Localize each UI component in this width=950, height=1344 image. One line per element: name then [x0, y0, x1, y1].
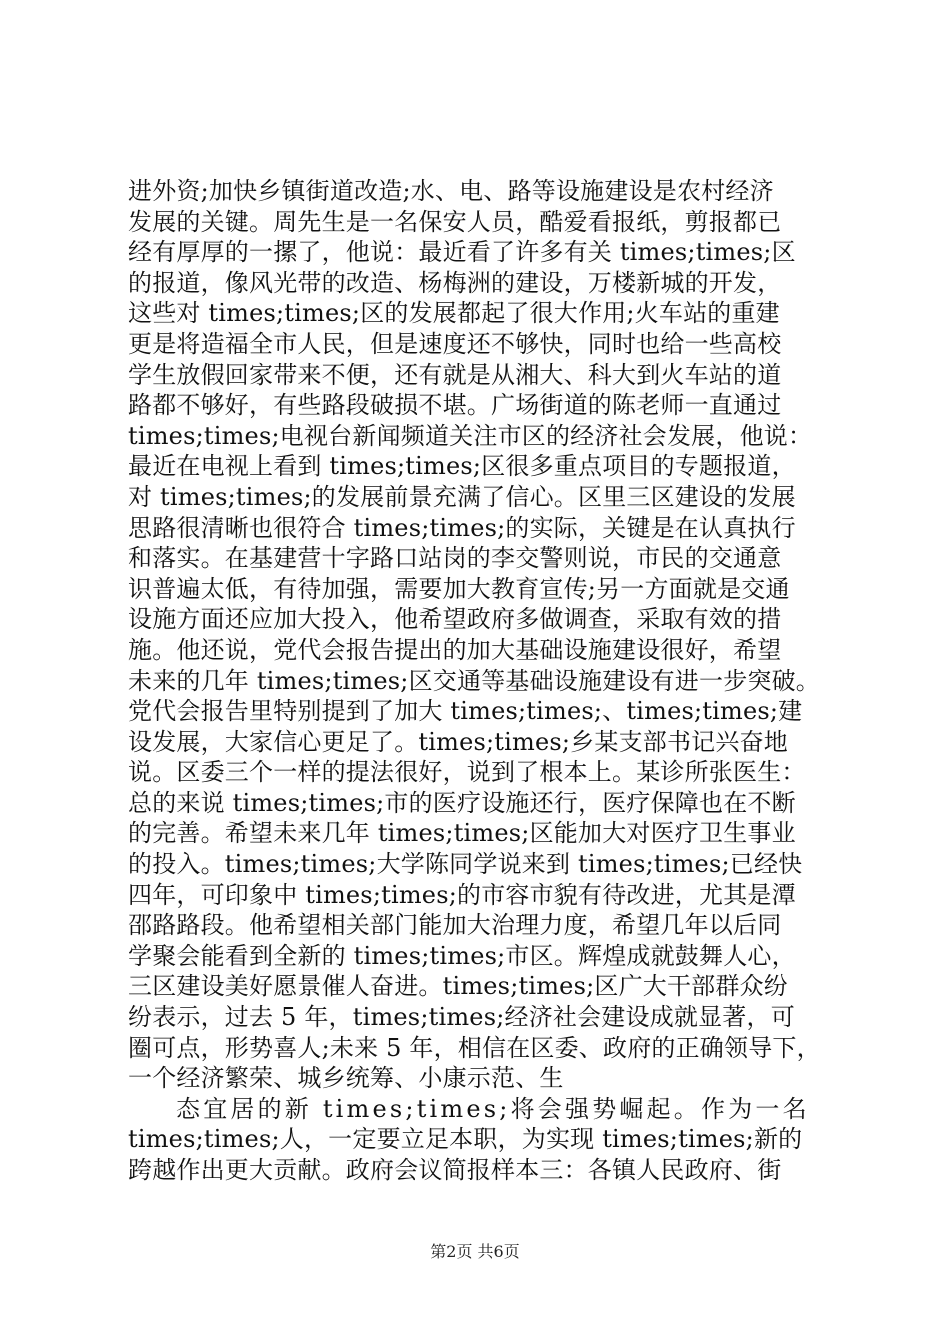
text-line: 设发展，大家信心更足了。times;times;乡某支部书记兴奋地 — [128, 727, 788, 756]
text-line: 纷表示，过去 5 年，times;times;经济社会建设成就显著，可 — [128, 1003, 795, 1032]
page-footer: 第2页 共6页 — [430, 1242, 520, 1261]
text-line: 一个经济繁荣、城乡统筹、小康示范、生 — [128, 1064, 564, 1093]
text-line: times;times;人，一定要立足本职，为实现 times;times;新的 — [128, 1125, 803, 1154]
text-line: 党代会报告里特别提到了加大 times;times;、times;times;建 — [128, 697, 803, 726]
text-line: 的完善。希望未来几年 times;times;区能加大对医疗卫生事业 — [128, 819, 796, 848]
text-line: 三区建设美好愿景催人奋进。times;times;区广大干部群众纷 — [128, 972, 788, 1001]
text-line: 设施方面还应加大投入，他希望政府多做调查，采取有效的措 — [128, 605, 782, 634]
text-line: times;times;电视台新闻频道关注市区的经济社会发展，他说： — [128, 421, 813, 450]
text-line: 对 times;times;的发展前景充满了信心。区里三区建设的发展 — [128, 482, 796, 511]
text-line: 路都不够好，有些路段破损不堪。广场街道的陈老师一直通过 — [128, 391, 782, 420]
text-line: 思路很清晰也很符合 times;times;的实际，关键是在认真执行 — [128, 513, 796, 542]
text-line: 未来的几年 times;times;区交通等基础设施建设有进一步突破。 — [128, 666, 820, 695]
text-line: 跨越作出更大贡献。政府会议简报样本三：各镇人民政府、街 — [128, 1156, 782, 1184]
body-text — [128, 176, 848, 1186]
text-line: 发展的关键。周先生是一名保安人员，酷爱看报纸，剪报都已 — [128, 207, 782, 236]
text-line: 最近在电视上看到 times;times;区很多重点项目的专题报道， — [128, 452, 796, 481]
text-line: 学聚会能看到全新的 times;times;市区。辉煌成就鼓舞人心， — [128, 941, 796, 970]
text-line: 更是将造福全市人民，但是速度还不够快，同时也给一些高校 — [128, 329, 782, 358]
text-line: 识普遍太低，有待加强，需要加大教育宣传;另一方面就是交通 — [128, 574, 790, 603]
text-line: 施。他还说，党代会报告提出的加大基础设施建设很好，希望 — [128, 635, 782, 664]
text-line: 经有厚厚的一摞了，他说：最近看了许多有关 times;times;区 — [128, 238, 796, 267]
text-line: 学生放假回家带来不便，还有就是从湘大、科大到火车站的道 — [128, 360, 782, 389]
text-line: 总的来说 times;times;市的医疗设施还行，医疗保障也在不断 — [128, 788, 796, 817]
text-line: 邵路路段。他希望相关部门能加大治理力度，希望几年以后同 — [128, 911, 782, 940]
text-line: 说。区委三个一样的提法很好，说到了根本上。某诊所张医生： — [128, 758, 806, 787]
text-line: 和落实。在基建营十字路口站岗的李交警则说，市民的交通意 — [128, 544, 782, 573]
text-line: 进外资;加快乡镇街道改造;水、电、路等设施建设是农村经济 — [128, 177, 774, 205]
text-line: 这些对 times;times;区的发展都起了很大作用;火车站的重建 — [128, 299, 780, 328]
text-line: 的报道，像风光带的改造、杨梅洲的建设，万楼新城的开发， — [128, 268, 782, 297]
text-line: 四年，可印象中 times;times;的市容市貌有待改进，尤其是潭 — [128, 880, 796, 909]
text-line: 圈可点，形势喜人;未来 5 年，相信在区委、政府的正确领导下， — [128, 1033, 821, 1062]
text-line: 的投入。times;times;大学陈同学说来到 times;times;已经快 — [128, 850, 803, 879]
text-line-indented: 态宜居的新 times;times;将会强势崛起。作为一名 — [176, 1094, 810, 1123]
